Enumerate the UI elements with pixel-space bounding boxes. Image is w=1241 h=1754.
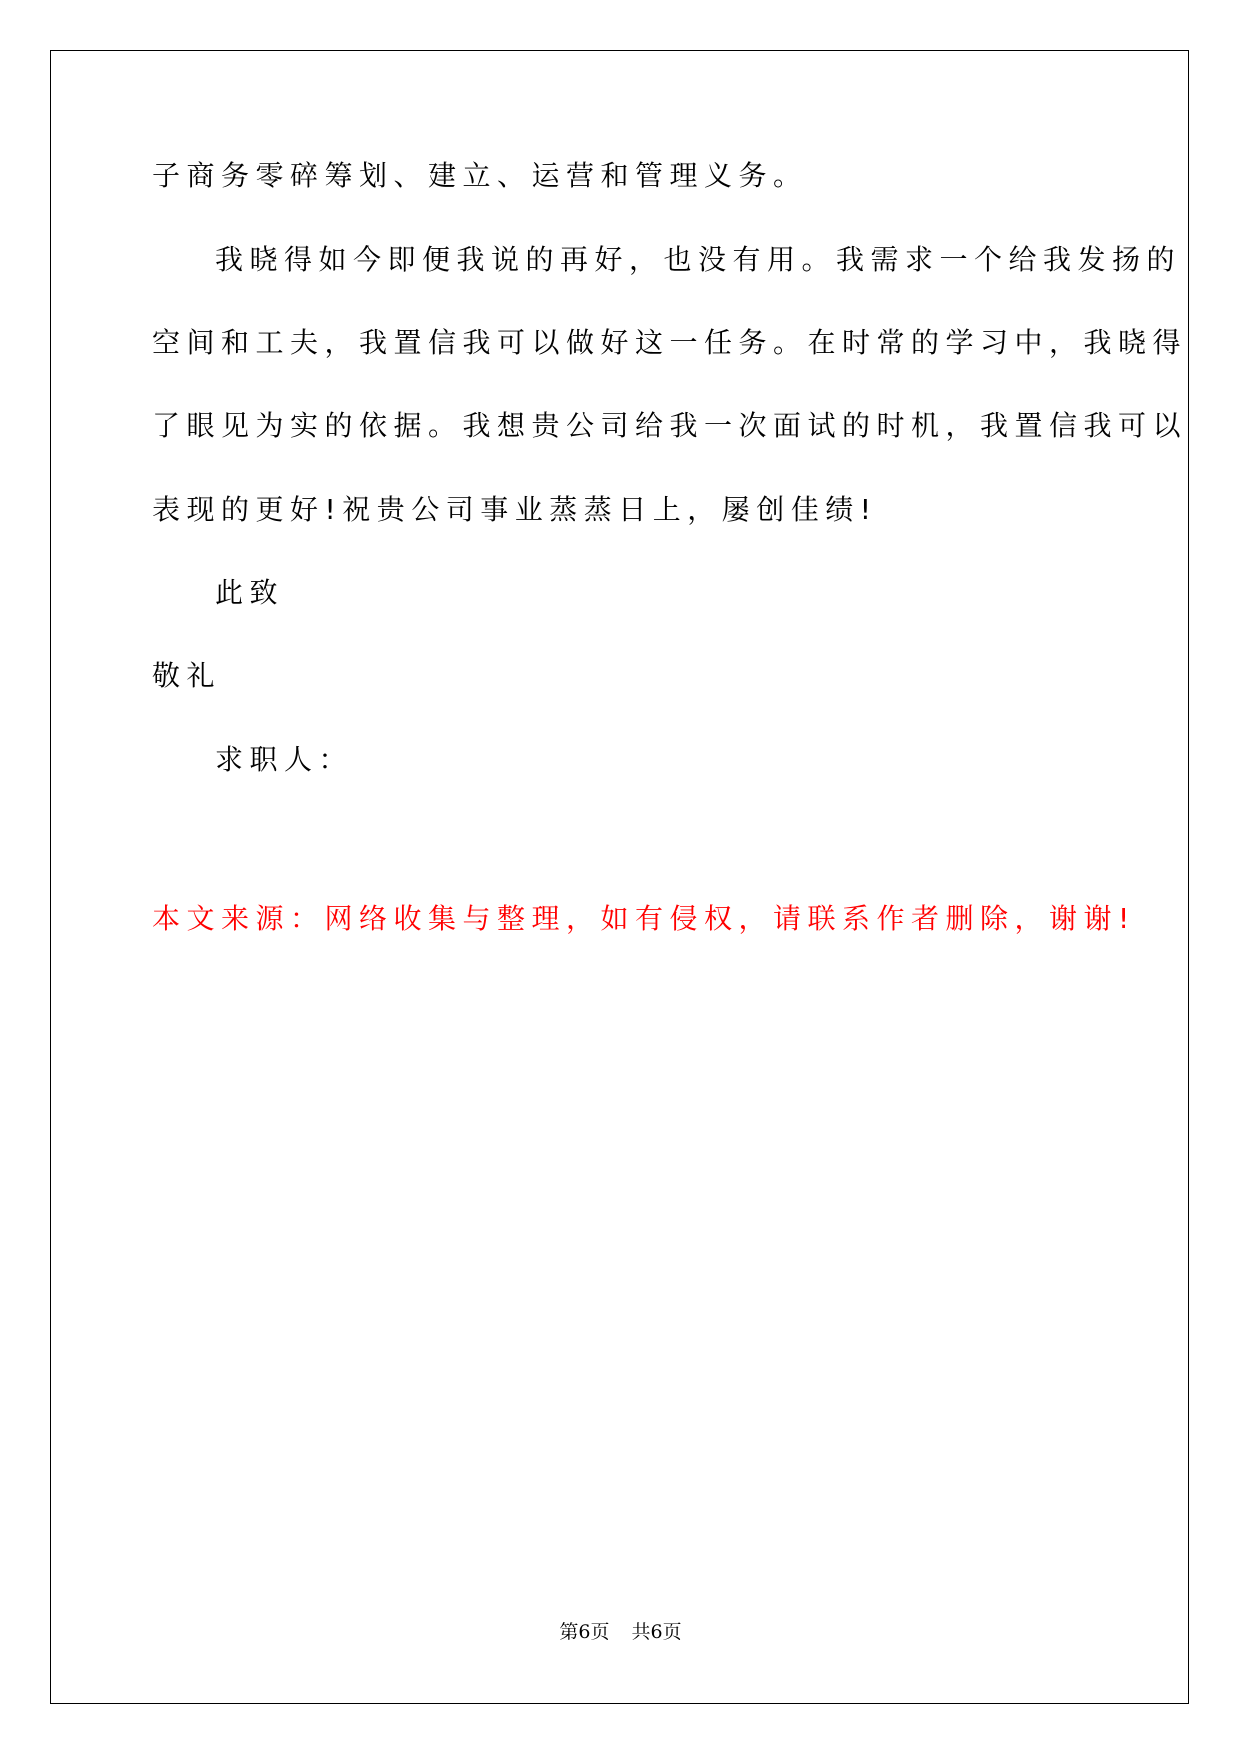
closing-salutation: 此致	[215, 576, 285, 609]
page-total: 共6页	[631, 1621, 682, 1643]
source-notice: 本文来源：网络收集与整理，如有侵权，请联系作者删除，谢谢!	[152, 902, 1136, 935]
applicant-signature-label: 求职人：	[215, 743, 354, 776]
page-footer	[0, 1620, 1241, 1644]
closing-regards: 敬礼	[152, 659, 222, 692]
body-line-2: 我晓得如今即便我说的再好，也没有用。我需求一个给我发扬的	[215, 243, 1182, 276]
body-line-1: 子商务零碎筹划、建立、运营和管理义务。	[152, 159, 808, 192]
page-border	[50, 50, 1189, 1704]
body-line-4: 了眼见为实的依据。我想贵公司给我一次面试的时机，我置信我可以	[152, 409, 1188, 442]
page-number: 第6页	[559, 1621, 610, 1643]
body-line-5: 表现的更好!祝贵公司事业蒸蒸日上，屡创佳绩!	[152, 493, 878, 526]
body-line-3: 空间和工夫，我置信我可以做好这一任务。在时常的学习中，我晓得	[152, 326, 1188, 359]
